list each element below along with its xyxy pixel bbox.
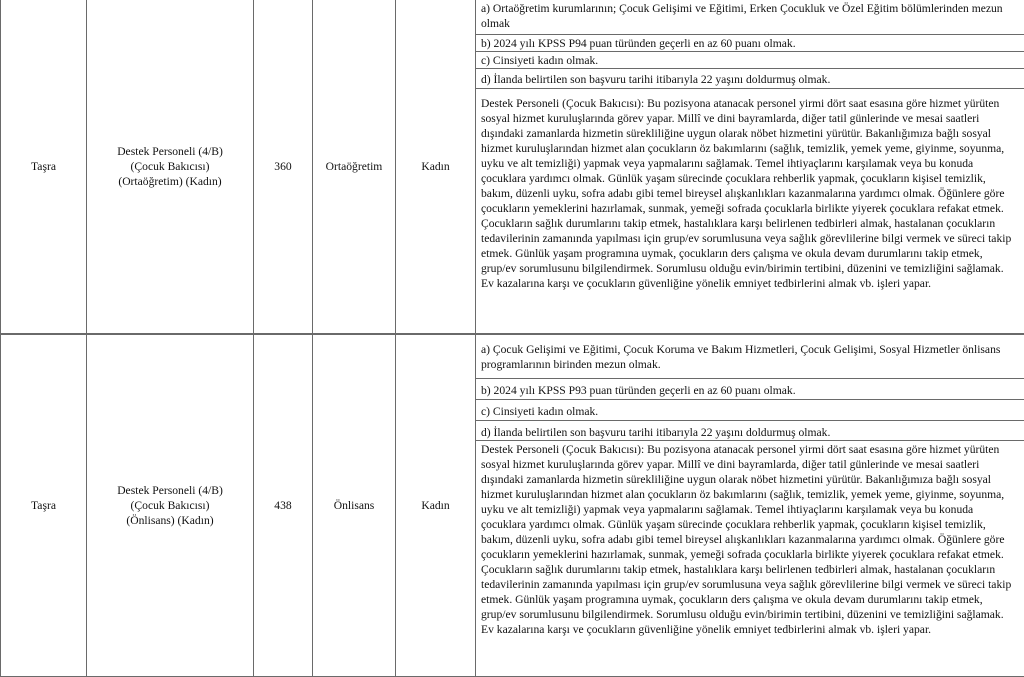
requirements-cell	[476, 335, 1024, 676]
position-title-line: (Önlisans) (Kadın)	[126, 514, 214, 527]
requirement-b: b) 2024 yılı KPSS P94 puan türünden geçerli en az 60 puanı olmak.	[476, 35, 1024, 52]
position-count-cell	[254, 0, 313, 333]
requirement-a: a) Çocuk Gelişimi ve Eğitimi, Çocuk Koruma ve Bakım Hizmetleri, Çocuk Gelişimi, Sosyal Hizmetler önlisans programlarının birinden mezun olmak.	[476, 335, 1024, 379]
gender: Kadın	[421, 499, 450, 512]
education-level: Önlisans	[333, 499, 375, 512]
region-cell	[0, 335, 87, 676]
education-level-cell	[313, 0, 396, 333]
position-title-line: Destek Personeli (4/B)	[117, 484, 223, 497]
region-text: Taşra	[31, 499, 56, 512]
region-text: Taşra	[31, 160, 56, 173]
job-description: Destek Personeli (Çocuk Bakıcısı): Bu pozisyona atanacak personel yirmi dört saat esasına göre hizmet yürüten sosyal hizmet kuruluşlarında görev yapar. Millî ve dini bayramlarda, diğer tatil günlerinde ve mesai saatleri dışındaki zamanlarda hizmetin sürekliliğine uygun olarak nöbet hizmetini yürütür. Bakanlığımıza bağlı sosyal hizmet kuruluşlarından hizmet alan çocukların öz bakımlarını (sağlık, temizlik, yemek yeme, giyinme, soyunma, uyku ve alt temizliği) yapmak veya yapmalarını sağlamak. Temel ihtiyaçlarını karşılamak veya bu konuda çocuklara yardımcı olmak. Günlük yaşam sürecinde çocuklara rehberlik yapmak, çocukların kişisel temizlik, bakım, düzenli uyku, sofra adabı gibi temel bireysel alışkanlıkları kazanmalarına yardımcı olmak. Öğünlere göre çocukların yemeklerini hazırlamak, sunmak, yemeği sofrada çocuklarla birlikte yiyerek çocuklara refakat etmek. Çocukların sağlık durumlarını takip etmek, hastalıklara karşı belirlenen tedbirleri almak, hastalanan çocukların tedavilerinin zamanında yapılması için grup/ev sorumlusuna veya sağlık görevlilerine bilgi vermek ve süreci takip etmek. Günlük yaşam programına uymak, çocukların ders çalışma ve okula devam durumlarını takip etmek, grup/ev sorumlusunu bilgilendirmek. Sorumlusu olduğu evin/birimin tertibini, düzenini ve temizliğini sağlamak. Ev kazalarına karşı ve çocukların güvenliğine yönelik emniyet tedbirlerini almak vb. işleri yapar.	[481, 443, 1012, 636]
position-title	[117, 144, 223, 189]
requirement-c: c) Cinsiyeti kadın olmak.	[476, 52, 1024, 69]
position-count: 438	[274, 499, 292, 512]
education-level-cell	[313, 335, 396, 676]
position-title-line: Destek Personeli (4/B)	[117, 145, 223, 158]
position-title-line: (Ortaöğretim) (Kadın)	[118, 175, 222, 188]
position-title-line: (Çocuk Bakıcısı)	[130, 499, 210, 512]
gender-cell	[396, 0, 476, 333]
requirement-b: b) 2024 yılı KPSS P93 puan türünden geçerli en az 60 puanı olmak.	[476, 379, 1024, 400]
education-level: Ortaöğretim	[325, 160, 383, 173]
position-title-cell	[87, 0, 254, 333]
region-cell	[0, 0, 87, 333]
position-title	[117, 483, 223, 528]
table-row	[0, 334, 1024, 677]
requirement-c: c) Cinsiyeti kadın olmak.	[476, 400, 1024, 421]
requirement-d: d) İlanda belirtilen son başvuru tarihi itibarıyla 22 yaşını doldurmuş olmak.	[476, 69, 1024, 89]
gender-cell	[396, 335, 476, 676]
position-count: 360	[274, 160, 292, 173]
position-title-cell	[87, 335, 254, 676]
gender: Kadın	[421, 160, 450, 173]
table-row	[0, 0, 1024, 334]
position-count-cell	[254, 335, 313, 676]
position-title-line: (Çocuk Bakıcısı)	[130, 160, 210, 173]
requirement-d: d) İlanda belirtilen son başvuru tarihi itibarıyla 22 yaşını doldurmuş olmak.	[476, 421, 1024, 441]
requirement-a: a) Ortaöğretim kurumlarının; Çocuk Gelişimi ve Eğitimi, Erken Çocukluk ve Özel Eğitim bölümlerinden mezun olmak	[476, 0, 1024, 35]
job-description: Destek Personeli (Çocuk Bakıcısı): Bu pozisyona atanacak personel yirmi dört saat esasına göre hizmet yürüten sosyal hizmet kuruluşlarında görev yapar. Millî ve dini bayramlarda, diğer tatil günlerinde ve mesai saatleri dışındaki zamanlarda hizmetin sürekliliğine uygun olarak nöbet hizmetini yürütür. Bakanlığımıza bağlı sosyal hizmet kuruluşlarından hizmet alan çocukların öz bakımlarını (sağlık, temizlik, yemek yeme, giyinme, soyunma, uyku ve alt temizliği) yapmak veya yapmalarını sağlamak. Temel ihtiyaçlarını karşılamak veya bu konuda çocuklara yardımcı olmak. Günlük yaşam sürecinde çocuklara rehberlik yapmak, çocukların kişisel temizlik, bakım, düzenli uyku, sofra adabı gibi temel bireysel alışkanlıkları kazanmalarına yardımcı olmak. Öğünlere göre çocukların yemeklerini hazırlamak, sunmak, yemeği sofrada çocuklarla birlikte yiyerek çocuklara refakat etmek. Çocukların sağlık durumlarını takip etmek, hastalıklara karşı belirlenen tedbirleri almak, hastalanan çocukların tedavilerinin zamanında yapılması için grup/ev sorumlusuna veya sağlık görevlilerine bilgi vermek ve süreci takip etmek. Günlük yaşam programına uymak, çocukların ders çalışma ve okula devam durumlarını takip etmek, grup/ev sorumlusunu bilgilendirmek. Sorumlusu olduğu evin/birimin tertibini, düzenini ve temizliğini sağlamak. Ev kazalarına karşı ve çocukların güvenliğine yönelik emniyet tedbirlerini almak vb. işleri yapar.	[481, 97, 1012, 290]
requirements-cell	[476, 0, 1024, 333]
